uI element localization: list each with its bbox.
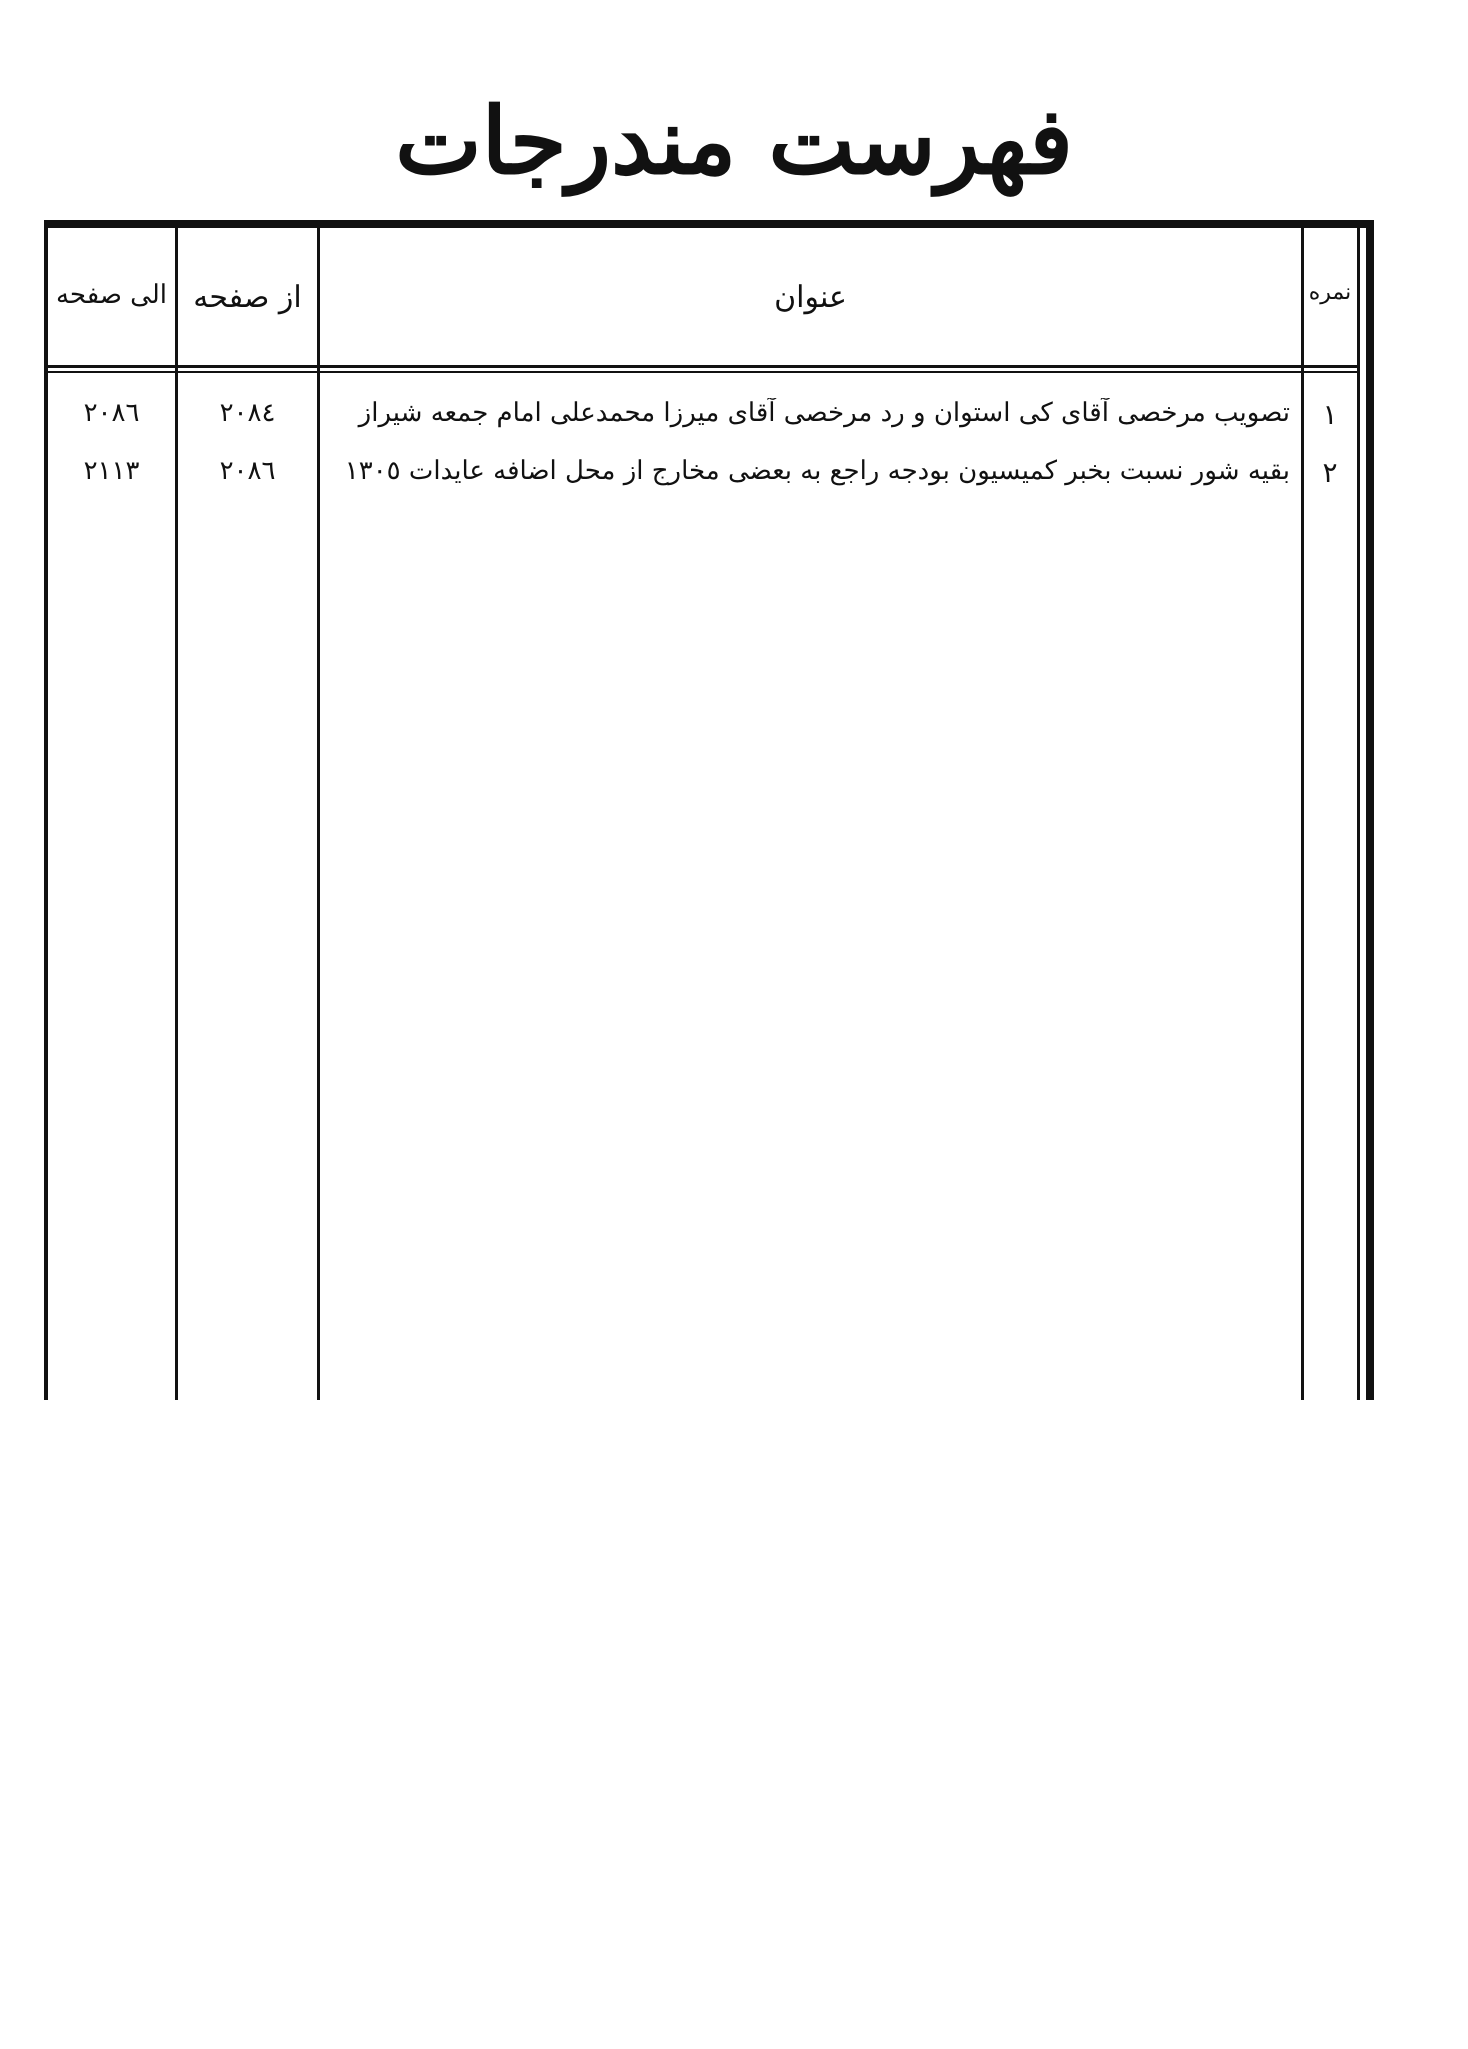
column-divider-title (317, 228, 320, 1400)
header-to-page: الی صفحه (55, 280, 168, 310)
row-1-to-page: ٢٠٨٦ (83, 398, 140, 428)
row-1-from-page: ٢٠٨٤ (219, 398, 276, 428)
row-1-number: ١ (1322, 398, 1338, 431)
table-left-border (44, 220, 48, 1400)
header-title: عنوان (774, 280, 847, 315)
header-number: نمره (1308, 280, 1352, 305)
table-top-border (44, 220, 1374, 228)
header-divider-double (48, 371, 1360, 373)
row-2-number: ٢ (1322, 456, 1338, 489)
header-divider (48, 365, 1360, 368)
header-from-page: از صفحه (193, 280, 302, 315)
contents-table (44, 220, 1374, 1400)
row-2-from-page: ٢٠٨٦ (219, 456, 276, 486)
row-1-title: تصویب مرخصی آقای کی استوان و رد مرخصی آقای میرزا محمدعلی امام جمعه شیراز (358, 398, 1290, 428)
row-2-to-page: ٢١١٣ (83, 456, 140, 486)
table-right-border (1366, 220, 1374, 1400)
table-right-inner-border (1357, 228, 1360, 1400)
page-title: فهرست مندرجات (395, 87, 1073, 195)
row-2-title: بقیه شور نسبت بخبر کمیسیون بودجه راجع به بعضی مخارج از محل اضافه عایدات ١٣٠٥ (344, 456, 1290, 486)
